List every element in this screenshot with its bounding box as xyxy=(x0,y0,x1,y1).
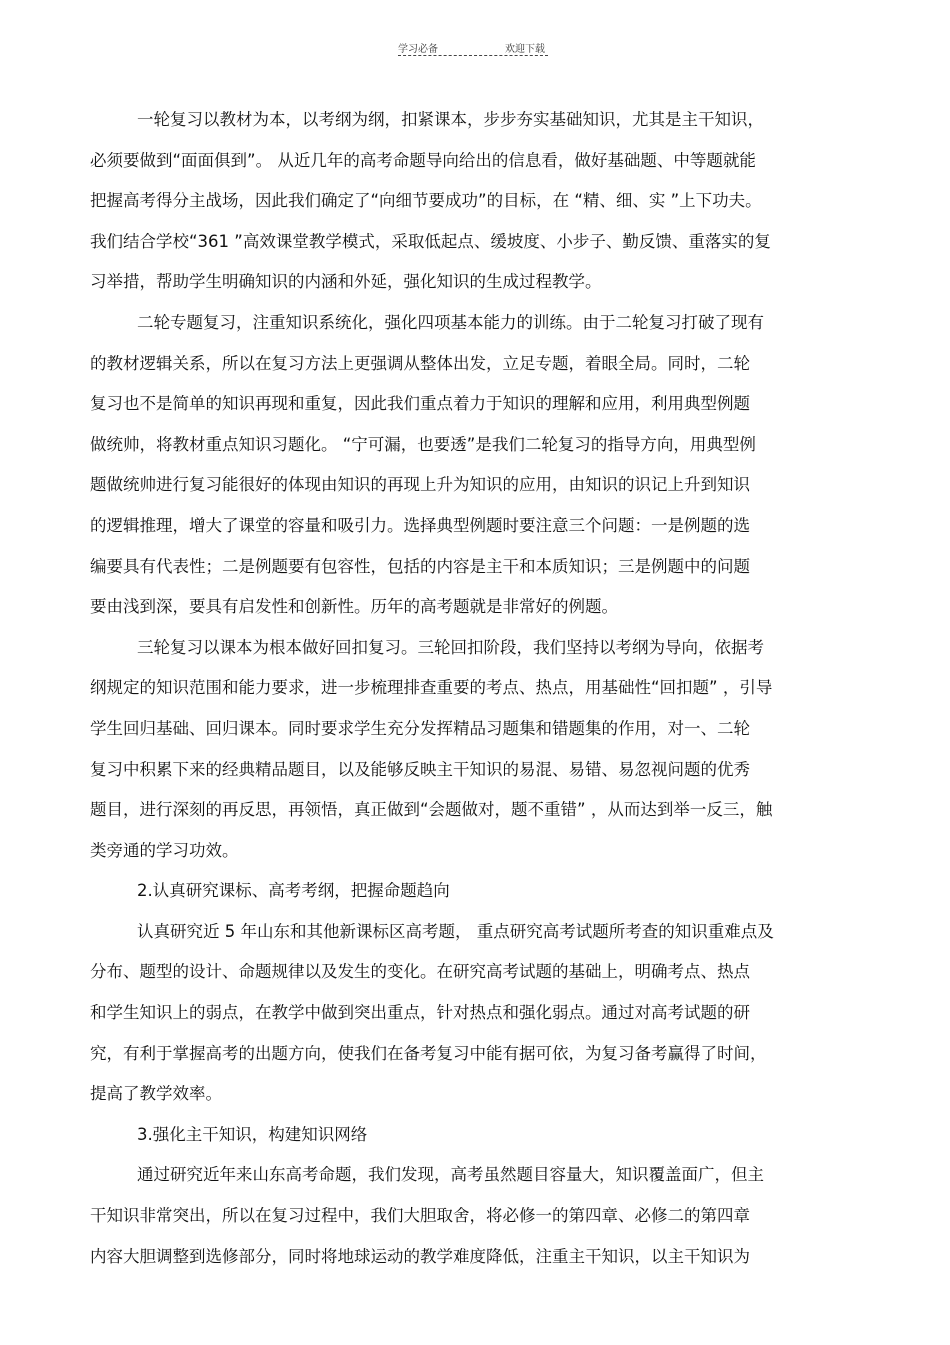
text-line: 要由浅到深，要具有启发性和创新性。历年的高考题就是非常好的例题。 xyxy=(90,597,618,617)
document-body xyxy=(90,100,860,1277)
text-line: 题目，进行深刻的再反思，再领悟，真正做到“会题做对，题不重错” ，从而达到举一反三，触 xyxy=(90,800,773,820)
header-rule xyxy=(398,55,548,56)
text-line: 分布、题型的设计、命题规律以及发生的变化。在研究高考试题的基础上，明确考点、热点 xyxy=(90,962,750,982)
text-line: 的教材逻辑关系，所以在复习方法上更强调从整体出发，立足专题，着眼全局。同时，二轮 xyxy=(90,353,750,373)
text-line: 内容大胆调整到选修部分，同时将地球运动的教学难度降低，注重主干知识，以主干知识为 xyxy=(90,1246,750,1266)
header-left-text: 学习必备 xyxy=(398,44,438,55)
text-line: 认真研究近 5 年山东和其他新课标区高考题， 重点研究高考试题所考查的知识重难点及 xyxy=(137,921,774,941)
text-line: 究，有利于掌握高考的出题方向，使我们在备考复习中能有据可依，为复习备考赢得了时间， xyxy=(90,1043,767,1063)
text-line: 和学生知识上的弱点，在教学中做到突出重点，针对热点和强化弱点。通过对高考试题的研 xyxy=(90,1003,750,1023)
text-line: 必须要做到“面面俱到”。 从近几年的高考命题导向给出的信息看，做好基础题、中等题就能 xyxy=(90,150,756,170)
text-line: 三轮复习以课本为根本做好回扣复习。三轮回扣阶段，我们坚持以考纲为导向，依据考 xyxy=(137,637,764,657)
text-line: 做统帅，将教材重点知识习题化。 “宁可漏，也要透”是我们二轮复习的指导方向，用典型例 xyxy=(90,434,756,454)
text-line: 复习也不是简单的知识再现和重复，因此我们重点着力于知识的理解和应用，利用典型例题 xyxy=(90,394,750,414)
text-line: 干知识非常突出，所以在复习过程中，我们大胆取舍，将必修一的第四章、必修二的第四章 xyxy=(90,1206,750,1226)
text-line: 提高了教学效率。 xyxy=(90,1084,222,1104)
text-line: 通过研究近年来山东高考命题，我们发现，高考虽然题目容量大，知识覆盖面广，但主 xyxy=(137,1165,764,1185)
text-line: 纲规定的知识范围和能力要求，进一步梳理排查重要的考点、热点，用基础性“回扣题” ，引导 xyxy=(90,678,773,698)
text-line: 3.强化主干知识，构建知识网络 xyxy=(137,1124,368,1144)
text-line: 学生回归基础、回归课本。同时要求学生充分发挥精品习题集和错题集的作用，对一、二轮 xyxy=(90,718,750,738)
text-line: 一轮复习以教材为本，以考纲为纲，扣紧课本，步步夯实基础知识，尤其是主干知识， xyxy=(137,110,764,129)
text-line: 我们结合学校“361 ”高效课堂教学模式，采取低起点、缓坡度、小步子、勤反馈、重落实的复 xyxy=(90,231,771,251)
text-line: 把握高考得分主战场，因此我们确定了“向细节要成功”的目标，在 “精、细、实 ”上下功夫。 xyxy=(90,191,762,211)
text-line: 习举措，帮助学生明确知识的内涵和外延，强化知识的生成过程教学。 xyxy=(90,272,602,292)
text-line: 复习中积累下来的经典精品题目，以及能够反映主干知识的易混、易错、易忽视问题的优秀 xyxy=(90,759,750,779)
header-right-text: 欢迎下载 xyxy=(505,44,545,55)
page-header xyxy=(398,40,550,58)
text-line: 2.认真研究课标、高考考纲，把握命题趋向 xyxy=(137,881,450,901)
text-line: 类旁通的学习功效。 xyxy=(90,840,239,860)
text-line: 的逻辑推理，增大了课堂的容量和吸引力。选择典型例题时要注意三个问题：一是例题的选 xyxy=(90,515,750,535)
text-line: 编要具有代表性；二是例题要有包容性，包括的内容是主干和本质知识；三是例题中的问题 xyxy=(90,556,750,576)
text-line: 二轮专题复习，注重知识系统化，强化四项基本能力的训练。由于二轮复习打破了现有 xyxy=(137,312,764,332)
text-line: 题做统帅进行复习能很好的体现由知识的再现上升为知识的应用，由知识的识记上升到知识 xyxy=(90,475,750,495)
